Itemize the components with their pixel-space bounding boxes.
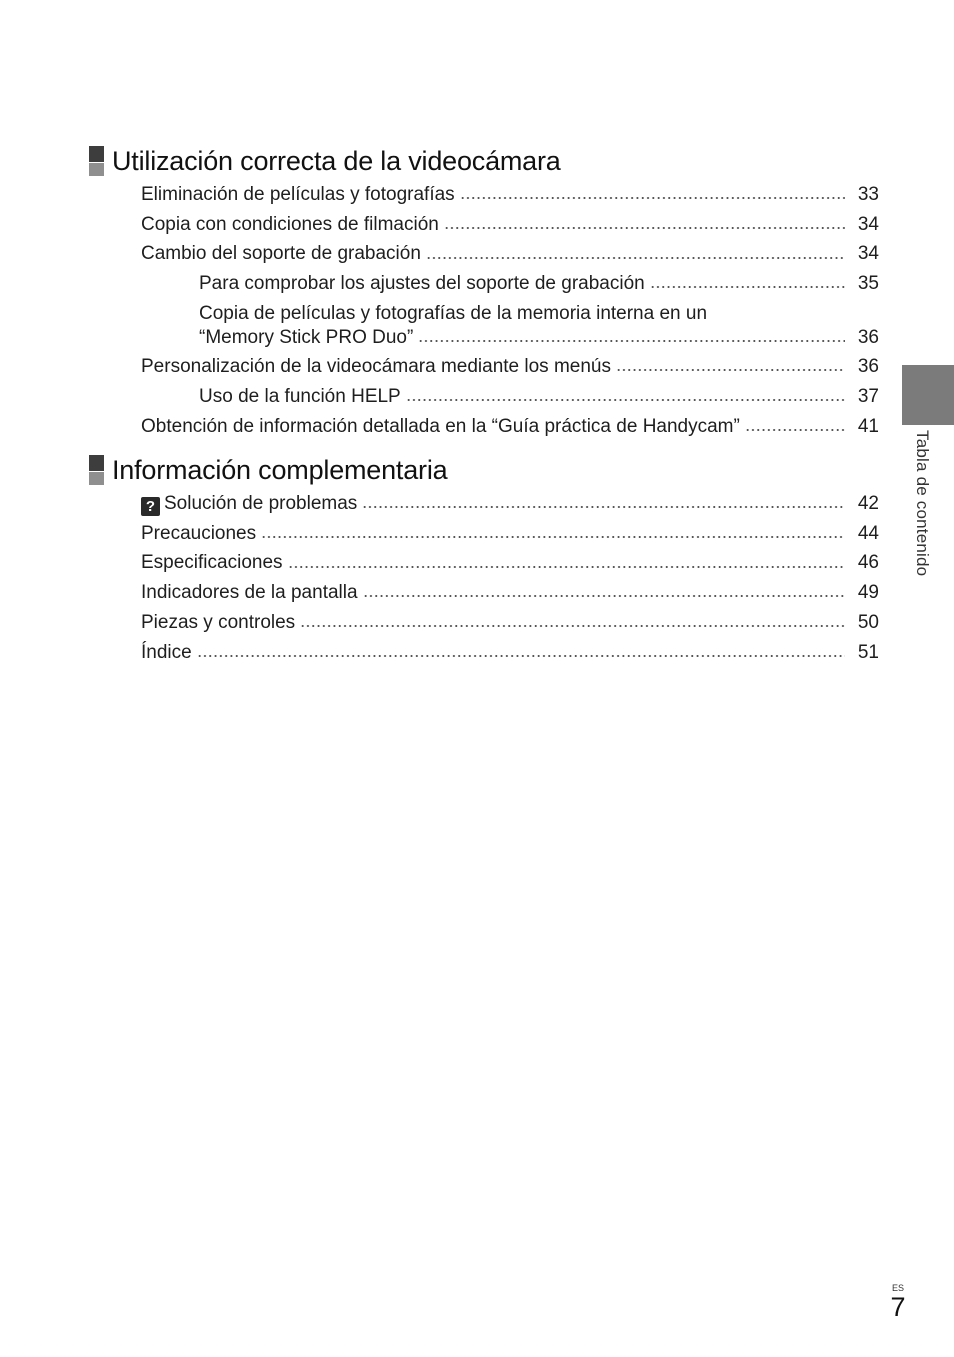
toc-entry[interactable] [89, 412, 889, 442]
dot-leader [197, 651, 845, 660]
dot-leader [426, 253, 845, 262]
toc-subentry[interactable] [89, 269, 889, 299]
toc-page-number: 46 [857, 552, 879, 574]
section-marker [89, 146, 104, 176]
section-heading [89, 453, 889, 487]
language-code: ES [891, 1283, 904, 1293]
side-tab-marker[interactable] [902, 365, 954, 425]
toc-page-number: 49 [857, 582, 879, 604]
toc-entry-label-line1: Copia de películas y fotografías de la memoria interna en un [199, 302, 708, 324]
section-title: Utilización correcta de la videocámara [112, 145, 561, 176]
toc-page-number: 36 [857, 326, 879, 348]
toc-entry[interactable] [89, 578, 889, 608]
toc-entry-label: Obtención de información detallada en la “Guía práctica de Handycam” [141, 415, 740, 437]
toc-page-number: 37 [857, 385, 879, 407]
dot-leader [406, 396, 845, 405]
toc-entry[interactable] [89, 239, 889, 269]
toc-entry[interactable] [89, 608, 889, 638]
toc-entry[interactable] [89, 352, 889, 382]
toc-entry-label: Indicadores de la pantalla [141, 582, 358, 604]
toc-entry-label: Uso de la función HELP [199, 385, 401, 407]
toc-entry-label: Solución de problemas [164, 493, 358, 514]
dot-leader [745, 425, 845, 434]
toc-entry[interactable] [89, 489, 889, 519]
toc-page-number: 36 [857, 356, 879, 378]
side-tab-label: Tabla de contenido [913, 430, 932, 577]
toc-page-number: 42 [857, 493, 879, 514]
toc-entry[interactable] [89, 548, 889, 578]
toc-entry-label-line2: “Memory Stick PRO Duo” [199, 326, 414, 348]
toc-entry-label: Índice [141, 641, 192, 663]
toc-entry-label: Cambio del soporte de grabación [141, 243, 421, 265]
toc-page-number: 33 [857, 184, 879, 205]
page-number-value: 7 [890, 1292, 906, 1322]
section-marker [89, 455, 104, 485]
toc-page-number: 34 [857, 213, 879, 235]
toc-entry[interactable] [89, 519, 889, 549]
toc-page-number: 44 [857, 522, 879, 544]
dot-leader [300, 622, 845, 631]
help-question-icon: ? [141, 497, 160, 516]
toc-entry-label: Copia con condiciones de filmación [141, 213, 439, 235]
toc-entry[interactable] [89, 180, 889, 210]
toc-page-number: 51 [857, 641, 879, 663]
dot-leader [616, 366, 845, 375]
dot-leader [444, 223, 845, 232]
toc-entry-label: Especificaciones [141, 552, 283, 574]
toc-section-usage [89, 144, 889, 441]
dot-leader [418, 336, 845, 345]
dot-leader [261, 532, 845, 541]
dot-leader [288, 562, 845, 571]
toc-entry[interactable] [89, 638, 889, 668]
section-title: Información complementaria [112, 454, 448, 485]
toc-section-additional-info [89, 453, 889, 667]
toc-page-number: 41 [857, 415, 879, 437]
page-number [888, 1283, 908, 1321]
toc-entry-label: Para comprobar los ajustes del soporte de grabación [199, 273, 645, 295]
toc-entry-label: Personalización de la videocámara mediante los menús [141, 356, 611, 378]
section-heading [89, 144, 889, 178]
toc-subentry[interactable] [89, 299, 889, 352]
toc-subentry[interactable] [89, 382, 889, 412]
dot-leader [460, 194, 845, 203]
toc-entry-label: Precauciones [141, 522, 257, 544]
toc-entry[interactable] [89, 210, 889, 240]
dot-leader [650, 283, 845, 292]
dot-leader [363, 592, 845, 601]
toc-page-number: 35 [857, 273, 879, 295]
dot-leader [362, 503, 845, 512]
toc-page-number: 50 [857, 611, 879, 633]
toc-page-number: 34 [857, 243, 879, 265]
toc-entry-label: Piezas y controles [141, 611, 296, 633]
toc-entry-label: Eliminación de películas y fotografías [141, 184, 455, 205]
